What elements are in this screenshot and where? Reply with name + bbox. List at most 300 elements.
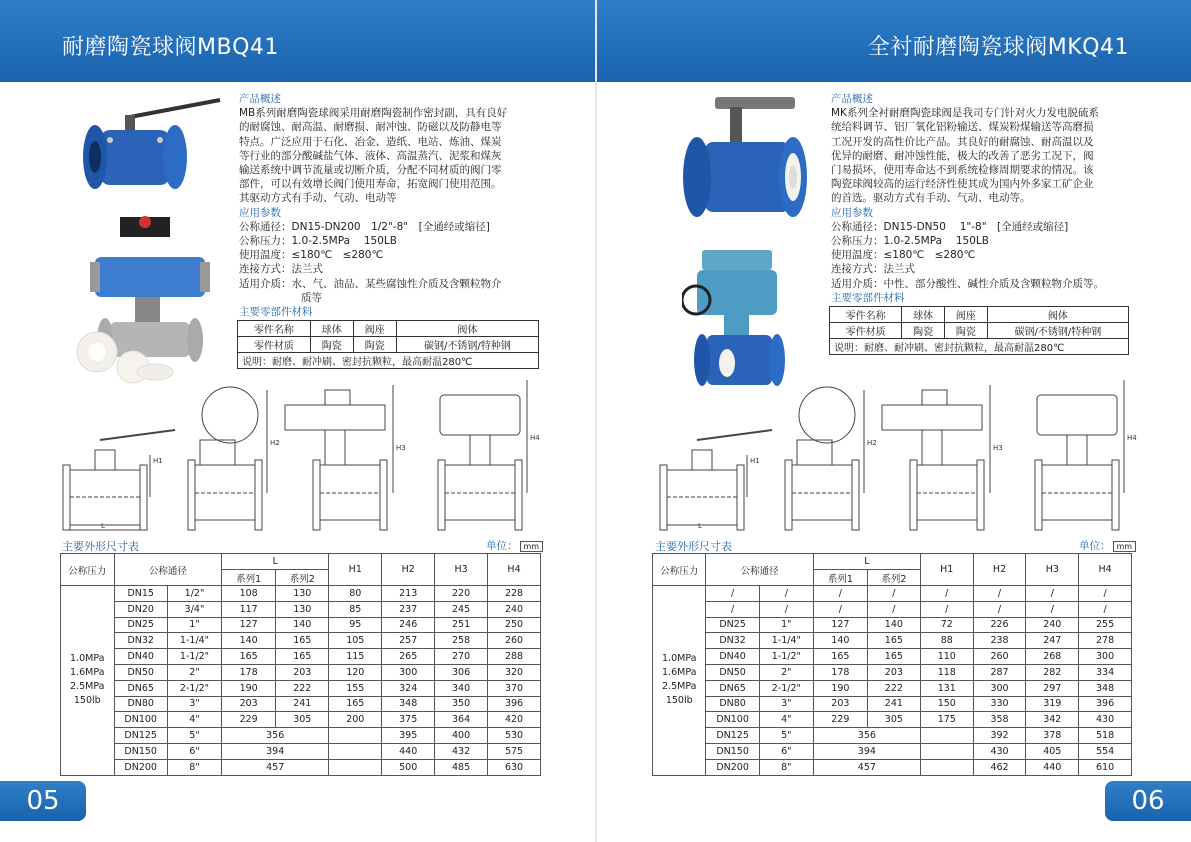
table-cell: 432 bbox=[435, 743, 488, 759]
table-row bbox=[653, 649, 1132, 665]
right-dimension-table bbox=[652, 553, 1132, 776]
table-row bbox=[61, 743, 541, 759]
table-cell: 140 bbox=[276, 617, 329, 633]
table-cell: / bbox=[813, 601, 867, 617]
drawing-manual-valve bbox=[660, 430, 772, 530]
table-cell: 150 bbox=[920, 696, 973, 712]
table-cell: 334 bbox=[1079, 664, 1132, 680]
right-description bbox=[831, 92, 1151, 305]
table-cell: 127 bbox=[813, 617, 867, 633]
drawing-manual-valve bbox=[63, 430, 175, 530]
table-row bbox=[61, 649, 541, 665]
table-cell: DN32 bbox=[706, 633, 759, 649]
table-cell: 396 bbox=[488, 696, 541, 712]
table-cell: DN25 bbox=[706, 617, 759, 633]
pressure-line: 1.0MPa bbox=[70, 653, 105, 665]
table-cell: / bbox=[973, 586, 1026, 602]
table-cell: DN150 bbox=[706, 743, 759, 759]
table-cell: 130 bbox=[276, 601, 329, 617]
table-cell: 陶瓷 bbox=[902, 323, 945, 339]
table-cell: 237 bbox=[382, 601, 435, 617]
table-cell: 6" bbox=[759, 743, 813, 759]
dim-label-h1: H1 bbox=[750, 457, 760, 465]
table-cell: 282 bbox=[1026, 664, 1079, 680]
text-line: 连接方式：法兰式 bbox=[239, 263, 323, 276]
table-cell: DN65 bbox=[706, 680, 759, 696]
table-cell: 4" bbox=[167, 712, 221, 728]
table-row bbox=[653, 696, 1132, 712]
text-line: 优异的耐磨、耐冲蚀性能，极大的改善了恶劣工况下，阀 bbox=[831, 149, 1094, 162]
text-line: 质等 bbox=[301, 291, 322, 304]
table-cell: 碳钢/不锈钢/特种钢 bbox=[396, 337, 538, 353]
header-series2: 系列2 bbox=[867, 570, 920, 586]
electric-lined-ball-valve-photo bbox=[682, 245, 792, 395]
table-cell: 108 bbox=[222, 586, 276, 602]
table-cell: 462 bbox=[973, 759, 1026, 775]
table-row bbox=[61, 617, 541, 633]
table-cell: DN40 bbox=[706, 649, 759, 665]
table-cell: 270 bbox=[435, 649, 488, 665]
table-cell: 140 bbox=[813, 633, 867, 649]
table-cell: DN150 bbox=[114, 743, 167, 759]
table-cell: 175 bbox=[920, 712, 973, 728]
table-cell: 268 bbox=[1026, 649, 1079, 665]
table-cell: DN100 bbox=[706, 712, 759, 728]
table-cell: 300 bbox=[973, 680, 1026, 696]
unit-value: mm bbox=[1113, 541, 1137, 552]
table-cell: 238 bbox=[973, 633, 1026, 649]
table-cell: 1" bbox=[759, 617, 813, 633]
drawing-gear-valve bbox=[785, 387, 864, 530]
table-cell: 72 bbox=[920, 617, 973, 633]
table-cell: 395 bbox=[382, 728, 435, 744]
table-cell: 364 bbox=[435, 712, 488, 728]
table-row bbox=[653, 743, 1132, 759]
header-h3: H3 bbox=[435, 554, 488, 586]
right-parts-table bbox=[829, 306, 1129, 355]
table-cell: 213 bbox=[382, 586, 435, 602]
table-cell: / bbox=[973, 601, 1026, 617]
dim-label-l: L bbox=[698, 522, 702, 530]
table-cell: 130 bbox=[276, 586, 329, 602]
left-dimension-table bbox=[60, 553, 541, 776]
table-cell: DN200 bbox=[114, 759, 167, 775]
table-cell: 零件材质 bbox=[238, 337, 311, 353]
header-h2: H2 bbox=[973, 554, 1026, 586]
table-cell: 300 bbox=[382, 664, 435, 680]
table-cell: 358 bbox=[973, 712, 1026, 728]
table-cell: 251 bbox=[435, 617, 488, 633]
table-cell: 165 bbox=[867, 649, 920, 665]
table-cell: / bbox=[759, 601, 813, 617]
table-cell: 165 bbox=[867, 633, 920, 649]
table-cell: 95 bbox=[329, 617, 382, 633]
table-cell: 287 bbox=[973, 664, 1026, 680]
table-cell: DN50 bbox=[706, 664, 759, 680]
table-cell: / bbox=[1079, 601, 1132, 617]
dim-label-l: L bbox=[101, 522, 105, 530]
right-params-heading: 应用参数 bbox=[831, 206, 873, 219]
table-row bbox=[61, 680, 541, 696]
left-page-number: 05 bbox=[0, 781, 86, 821]
table-cell: 378 bbox=[1026, 728, 1079, 744]
table-cell: 零件名称 bbox=[830, 307, 902, 323]
table-cell: DN32 bbox=[114, 633, 167, 649]
table-cell: 260 bbox=[488, 633, 541, 649]
dim-label-h4: H4 bbox=[1127, 434, 1137, 442]
table-cell: 440 bbox=[1026, 759, 1079, 775]
table-cell: 554 bbox=[1079, 743, 1132, 759]
table-cell: 440 bbox=[382, 743, 435, 759]
pressure-cell bbox=[653, 586, 706, 776]
table-cell: 500 bbox=[382, 759, 435, 775]
dim-label-h1: H1 bbox=[153, 457, 163, 465]
table-cell: / bbox=[1026, 586, 1079, 602]
header-h1: H1 bbox=[329, 554, 382, 586]
table-cell: 1-1/2" bbox=[759, 649, 813, 665]
table-cell: 1" bbox=[167, 617, 221, 633]
table-cell: / bbox=[920, 586, 973, 602]
header-dn: 公称通径 bbox=[706, 554, 813, 586]
table-row bbox=[653, 680, 1132, 696]
header-h4: H4 bbox=[1079, 554, 1132, 586]
text-line: 的耐腐蚀、耐高温、耐磨损、耐冲蚀、防磁以及防静电等 bbox=[239, 121, 502, 134]
right-page-number: 06 bbox=[1105, 781, 1191, 821]
text-line: 使用温度：≤180℃ ≤280℃ bbox=[239, 249, 384, 262]
left-description bbox=[239, 92, 559, 319]
header-pressure: 公称压力 bbox=[61, 554, 115, 586]
table-cell: 305 bbox=[276, 712, 329, 728]
table-cell: DN40 bbox=[114, 649, 167, 665]
table-cell: 350 bbox=[435, 696, 488, 712]
table-cell: 3" bbox=[167, 696, 221, 712]
table-cell: 457 bbox=[222, 759, 329, 775]
text-line: 连接方式：法兰式 bbox=[831, 263, 915, 276]
text-line: 适用介质：中性、部分酸性、碱性介质及含颗粒物介质等。 bbox=[831, 277, 1104, 290]
table-row bbox=[653, 586, 1132, 602]
table-cell: DN65 bbox=[114, 680, 167, 696]
table-cell: 348 bbox=[1079, 680, 1132, 696]
table-cell: 178 bbox=[222, 664, 276, 680]
text-line: 公称压力：1.0-2.5MPa 150LB bbox=[239, 235, 397, 248]
dim-label-h3: H3 bbox=[993, 444, 1003, 452]
pressure-line: 1.0MPa bbox=[662, 653, 697, 665]
table-row bbox=[653, 712, 1132, 728]
table-cell: 340 bbox=[435, 680, 488, 696]
table-cell: 348 bbox=[382, 696, 435, 712]
table-cell: / bbox=[706, 586, 759, 602]
text-line: 输送系统中调节流量或切断介质，分配不同材质的阀门零 bbox=[239, 164, 502, 177]
drawing-electric-valve bbox=[882, 385, 990, 530]
table-row bbox=[61, 728, 541, 744]
table-cell: 222 bbox=[276, 680, 329, 696]
header-series1: 系列1 bbox=[813, 570, 867, 586]
table-cell: 陶瓷 bbox=[353, 337, 396, 353]
table-cell: 203 bbox=[222, 696, 276, 712]
table-cell: 球体 bbox=[310, 321, 353, 337]
table-cell: 258 bbox=[435, 633, 488, 649]
table-cell: 203 bbox=[276, 664, 329, 680]
table-cell: 200 bbox=[329, 712, 382, 728]
left-dimension-drawings bbox=[55, 375, 545, 535]
text-line: 工况开发的高性价比产品。其良好的耐腐蚀、耐高温以及 bbox=[831, 135, 1094, 148]
table-cell: 3/4" bbox=[167, 601, 221, 617]
table-row bbox=[653, 617, 1132, 633]
text-line: 公称通径：DN15-DN50 1"-8" [全通经或缩径] bbox=[831, 220, 1069, 233]
table-cell: / bbox=[759, 586, 813, 602]
table-cell: 115 bbox=[329, 649, 382, 665]
text-line: 公称压力：1.0-2.5MPa 150LB bbox=[831, 235, 989, 248]
table-cell: 241 bbox=[867, 696, 920, 712]
left-params-heading: 应用参数 bbox=[239, 206, 281, 219]
table-cell: DN20 bbox=[114, 601, 167, 617]
table-cell: / bbox=[1026, 601, 1079, 617]
table-cell: 2-1/2" bbox=[167, 680, 221, 696]
table-cell: 255 bbox=[1079, 617, 1132, 633]
table-row bbox=[653, 759, 1132, 775]
table-cell bbox=[329, 743, 382, 759]
table-cell: 2" bbox=[167, 664, 221, 680]
table-cell: DN125 bbox=[706, 728, 759, 744]
table-cell: 330 bbox=[973, 696, 1026, 712]
text-line: 门易损坏，使用寿命达不到系统检修周期要求的情况。该 bbox=[831, 164, 1094, 177]
table-cell: 375 bbox=[382, 712, 435, 728]
header-h3: H3 bbox=[1026, 554, 1079, 586]
table-cell: 131 bbox=[920, 680, 973, 696]
text-line: 使用温度：≤180℃ ≤280℃ bbox=[831, 249, 976, 262]
table-cell: 陶瓷 bbox=[944, 323, 987, 339]
table-cell: 342 bbox=[1026, 712, 1079, 728]
table-cell: 117 bbox=[222, 601, 276, 617]
table-cell: 265 bbox=[382, 649, 435, 665]
table-cell: 324 bbox=[382, 680, 435, 696]
table-cell: 305 bbox=[867, 712, 920, 728]
table-cell: 105 bbox=[329, 633, 382, 649]
table-cell bbox=[920, 728, 973, 744]
dim-label-h2: H2 bbox=[270, 439, 280, 447]
text-line: 适用介质：水、气、油品、某些腐蚀性介质及含颗粒物介 bbox=[239, 277, 502, 290]
pressure-line: 2.5MPa bbox=[70, 681, 105, 693]
right-page bbox=[597, 0, 1191, 842]
table-cell: 碳钢/不锈钢/特种钢 bbox=[987, 323, 1128, 339]
table-cell: 228 bbox=[488, 586, 541, 602]
table-cell: / bbox=[867, 586, 920, 602]
table-cell: 190 bbox=[222, 680, 276, 696]
table-cell: 370 bbox=[488, 680, 541, 696]
table-cell: 190 bbox=[813, 680, 867, 696]
left-parts-heading: 主要零部件材料 bbox=[239, 306, 313, 319]
table-cell: 229 bbox=[813, 712, 867, 728]
left-parts-table bbox=[237, 320, 539, 369]
table-cell: 518 bbox=[1079, 728, 1132, 744]
table-cell: 356 bbox=[222, 728, 329, 744]
table-row bbox=[61, 712, 541, 728]
table-cell: 630 bbox=[488, 759, 541, 775]
table-cell: 165 bbox=[276, 649, 329, 665]
table-cell bbox=[920, 743, 973, 759]
table-cell: DN50 bbox=[114, 664, 167, 680]
table-row bbox=[61, 601, 541, 617]
table-cell: 288 bbox=[488, 649, 541, 665]
table-cell: 118 bbox=[920, 664, 973, 680]
table-cell: 245 bbox=[435, 601, 488, 617]
table-cell: 246 bbox=[382, 617, 435, 633]
manual-ball-valve-photo bbox=[70, 95, 230, 205]
table-cell: 229 bbox=[222, 712, 276, 728]
table-cell: 1-1/2" bbox=[167, 649, 221, 665]
table-cell: 356 bbox=[813, 728, 920, 744]
table-cell: 257 bbox=[382, 633, 435, 649]
table-cell: 240 bbox=[1026, 617, 1079, 633]
table-cell: 2-1/2" bbox=[759, 680, 813, 696]
table-cell: 1/2" bbox=[167, 586, 221, 602]
header-l: L bbox=[813, 554, 920, 570]
table-cell: 430 bbox=[973, 743, 1026, 759]
table-cell: 247 bbox=[1026, 633, 1079, 649]
unit-value: mm bbox=[520, 541, 544, 552]
table-cell: 400 bbox=[435, 728, 488, 744]
table-cell: 165 bbox=[329, 696, 382, 712]
table-cell: 5" bbox=[167, 728, 221, 744]
left-page bbox=[0, 0, 595, 842]
table-cell: 165 bbox=[222, 649, 276, 665]
dim-label-h2: H2 bbox=[867, 439, 877, 447]
table-cell: 222 bbox=[867, 680, 920, 696]
text-line: 统给料调节、铝厂氧化铝粉输送、煤炭粉煤输送等高磨损 bbox=[831, 121, 1094, 134]
parts-note: 说明：耐磨、耐冲刷、密封抗颗粒，最高耐温280℃ bbox=[238, 353, 539, 369]
table-cell: 120 bbox=[329, 664, 382, 680]
table-cell: DN80 bbox=[114, 696, 167, 712]
table-cell: / bbox=[920, 601, 973, 617]
table-cell: 阀体 bbox=[396, 321, 538, 337]
table-cell: 250 bbox=[488, 617, 541, 633]
table-cell: 530 bbox=[488, 728, 541, 744]
table-row bbox=[61, 586, 541, 602]
table-cell: 278 bbox=[1079, 633, 1132, 649]
table-row bbox=[653, 728, 1132, 744]
right-unit-label bbox=[1079, 538, 1136, 553]
right-parts-heading: 主要零部件材料 bbox=[831, 291, 905, 304]
drawing-pneumatic-valve bbox=[438, 380, 527, 530]
left-page-title: 耐磨陶瓷球阀MBQ41 bbox=[62, 35, 279, 60]
table-cell: 零件材质 bbox=[830, 323, 902, 339]
table-cell: / bbox=[706, 601, 759, 617]
table-cell: 8" bbox=[759, 759, 813, 775]
header-h2: H2 bbox=[382, 554, 435, 586]
table-cell: 297 bbox=[1026, 680, 1079, 696]
table-cell: 88 bbox=[920, 633, 973, 649]
header-l: L bbox=[222, 554, 329, 570]
table-row bbox=[61, 696, 541, 712]
table-cell: 203 bbox=[813, 696, 867, 712]
table-cell: 2" bbox=[759, 664, 813, 680]
table-cell: 392 bbox=[973, 728, 1026, 744]
right-dims-title: 主要外形尺寸表 bbox=[655, 540, 732, 553]
table-cell: 1-1/4" bbox=[759, 633, 813, 649]
table-cell bbox=[920, 759, 973, 775]
header-pressure: 公称压力 bbox=[653, 554, 706, 586]
table-cell: 5" bbox=[759, 728, 813, 744]
table-row bbox=[653, 664, 1132, 680]
table-cell: 阀体 bbox=[987, 307, 1128, 323]
table-cell: 球体 bbox=[902, 307, 945, 323]
text-line: MB系列耐磨陶瓷球阀采用耐磨陶瓷制作密封副，具有良好 bbox=[239, 107, 508, 120]
table-cell: 3" bbox=[759, 696, 813, 712]
table-cell: / bbox=[813, 586, 867, 602]
table-cell: 396 bbox=[1079, 696, 1132, 712]
text-line: 其驱动方式有手动、气动、电动等 bbox=[239, 192, 397, 205]
table-cell: 457 bbox=[813, 759, 920, 775]
text-line: 等行业的部分酸碱盐气体、液体、高温蒸汽、泥浆和煤灰 bbox=[239, 149, 502, 162]
table-cell: 阀座 bbox=[944, 307, 987, 323]
table-cell: 140 bbox=[222, 633, 276, 649]
text-line: MK系列全衬耐磨陶瓷球阀是我司专门针对火力发电脱硫系 bbox=[831, 107, 1099, 120]
table-cell: / bbox=[1079, 586, 1132, 602]
right-dimension-drawings bbox=[652, 375, 1142, 535]
header-h4: H4 bbox=[488, 554, 541, 586]
table-cell: 260 bbox=[973, 649, 1026, 665]
text-line: 陶瓷球阀较高的运行经济性使其成为国内外多家工矿企业 bbox=[831, 178, 1094, 191]
pressure-line: 150lb bbox=[73, 695, 101, 707]
table-cell: 85 bbox=[329, 601, 382, 617]
table-cell: DN125 bbox=[114, 728, 167, 744]
table-cell: 405 bbox=[1026, 743, 1079, 759]
table-row bbox=[61, 759, 541, 775]
table-row bbox=[653, 633, 1132, 649]
table-cell: 127 bbox=[222, 617, 276, 633]
unit-label: 单位： bbox=[1079, 540, 1111, 552]
drawing-pneumatic-valve bbox=[1035, 380, 1124, 530]
dim-label-h4: H4 bbox=[530, 434, 540, 442]
table-cell: DN80 bbox=[706, 696, 759, 712]
text-line: 公称通径：DN15-DN200 1/2"-8" [全通经或缩径] bbox=[239, 220, 490, 233]
table-cell: 319 bbox=[1026, 696, 1079, 712]
text-line: 特点。广泛应用于石化、冶金、造纸、电站、炼油、煤炭 bbox=[239, 135, 502, 148]
header-series2: 系列2 bbox=[276, 570, 329, 586]
pressure-line: 1.6MPa bbox=[662, 667, 697, 679]
unit-label: 单位： bbox=[486, 540, 518, 552]
table-cell: DN100 bbox=[114, 712, 167, 728]
table-row bbox=[653, 601, 1132, 617]
table-cell: 6" bbox=[167, 743, 221, 759]
table-cell: DN15 bbox=[114, 586, 167, 602]
table-cell: 220 bbox=[435, 586, 488, 602]
table-row bbox=[61, 664, 541, 680]
drawing-electric-valve bbox=[285, 385, 393, 530]
table-cell: 300 bbox=[1079, 649, 1132, 665]
table-cell: 165 bbox=[276, 633, 329, 649]
table-cell bbox=[329, 728, 382, 744]
table-cell: 306 bbox=[435, 664, 488, 680]
pressure-cell bbox=[61, 586, 115, 776]
text-line: 的首选。驱动方式有手动、气动、电动等。 bbox=[831, 192, 1031, 205]
left-unit-label bbox=[486, 538, 543, 553]
pressure-line: 1.6MPa bbox=[70, 667, 105, 679]
table-cell: DN200 bbox=[706, 759, 759, 775]
table-cell: 241 bbox=[276, 696, 329, 712]
table-cell: DN25 bbox=[114, 617, 167, 633]
table-cell: 140 bbox=[867, 617, 920, 633]
pressure-line: 150lb bbox=[665, 695, 693, 707]
text-line: 部件，可以有效增长阀门使用寿命，拓宽阀门使用范围。 bbox=[239, 178, 502, 191]
table-cell: 203 bbox=[867, 664, 920, 680]
table-cell: 80 bbox=[329, 586, 382, 602]
pressure-line: 2.5MPa bbox=[662, 681, 697, 693]
table-cell: / bbox=[867, 601, 920, 617]
table-cell: 110 bbox=[920, 649, 973, 665]
table-cell: 394 bbox=[222, 743, 329, 759]
pneumatic-ball-valve-photo bbox=[75, 212, 235, 387]
